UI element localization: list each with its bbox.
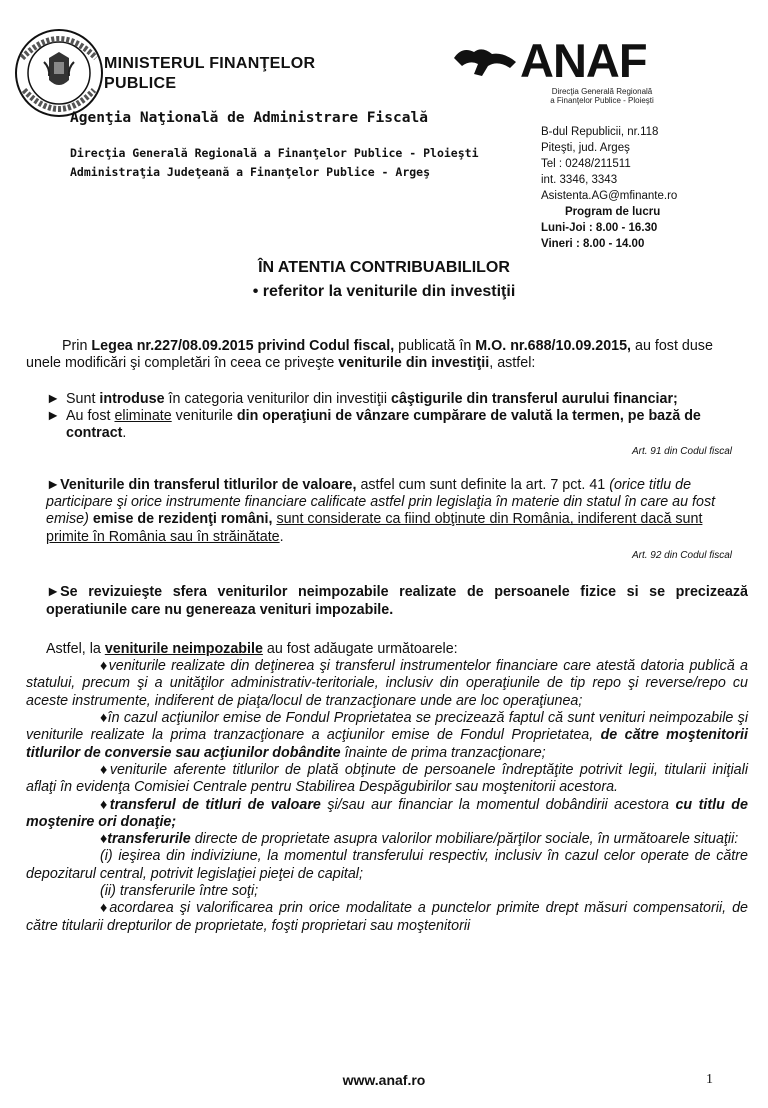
- page-number: 1: [706, 1072, 713, 1087]
- document-body: [26, 338, 748, 935]
- address-city: Piteşti, jud. Argeş: [541, 142, 630, 154]
- text: veniturile: [171, 407, 237, 424]
- gazette-reference: M.O. nr.688/10.09.2015,: [475, 338, 632, 354]
- text: au fost adăugate următoarele:: [262, 640, 458, 657]
- nontaxable-subitem: (ii) transferurile între soţi;: [100, 883, 259, 900]
- ministry-seal-icon: [14, 28, 104, 118]
- list-item: [26, 408, 748, 443]
- notice-title: [0, 256, 768, 304]
- anaf-subtitle: [527, 87, 677, 105]
- text: Prin: [62, 338, 92, 354]
- text: Sunt: [66, 390, 100, 407]
- arrow-bullet-icon: ►: [46, 407, 61, 424]
- directorate-line-1: Direcţia Generală Regională a Finanţelor Publice - Ploieşti: [70, 146, 479, 160]
- nontaxable-intro: [26, 641, 748, 658]
- article-reference-92: Art. 92 din Codul fiscal: [631, 549, 732, 561]
- notice-title-line-2: • referitor la veniturile din investiţii: [252, 283, 516, 300]
- changes-list: [26, 391, 748, 443]
- address-street: B-dul Republicii, nr.118: [541, 126, 659, 138]
- text-bold: introduse: [99, 390, 165, 407]
- text: .: [279, 528, 284, 545]
- text-bold: de către moştenitorii titlurilor de conversie sau acţiunilor dobândite: [26, 727, 748, 761]
- text-bold: cu titlu de moştenire ori donaţie;: [26, 796, 748, 830]
- address-block: [541, 124, 677, 252]
- intro-paragraph: [26, 338, 748, 373]
- text-bold: din operaţiuni de vânzare cumpărare de valută la termen, pe bază de contract: [66, 407, 701, 442]
- nontaxable-item: [26, 831, 748, 848]
- article-reference-91: Art. 91 din Codul fiscal: [631, 446, 732, 458]
- text: înainte de prima tranzacţionare;: [340, 744, 546, 761]
- directorate-block: [70, 144, 479, 182]
- anaf-sub-line-2: a Finanţelor Publice - Ploieşti: [550, 96, 654, 105]
- nontaxable-item: [26, 710, 748, 762]
- ministry-name: [104, 54, 315, 94]
- text-bold: veniturile din investiţii: [338, 355, 490, 372]
- ministry-line-1: MINISTERUL FINANŢELOR: [104, 55, 316, 72]
- nontaxable-item: ♦veniturile aferente titlurilor de plată obţinute de persoanele îndreptăţite potrivit legii, titularii iniţiali aflaţi în evidenţa Comisiei Centrale pentru Stabilirea Despăgubirilor sau moştenitorii acestora.: [26, 761, 748, 796]
- text: în categoria veniturilor din investiţii: [164, 390, 392, 407]
- nontaxable-subitem: (i) ieşirea din indiviziune, la momentul transferului respectiv, inclusiv în cazul celor operate de către depozitarul central, potrivit legislaţiei pieţei de capital;: [26, 848, 748, 882]
- text: directe de proprietate asupra valorilor mobiliare/părţilor sociale, în următoarele situaţii:: [190, 831, 739, 848]
- anaf-logo-text: ANAF: [520, 34, 647, 87]
- text: publicată în: [394, 338, 476, 354]
- text: astfel cum sunt definite la art. 7 pct. 41: [356, 476, 610, 493]
- text: Astfel, la: [46, 640, 105, 657]
- notice-title-line-1: ÎN ATENTIA CONTRIBUABILILOR: [258, 259, 510, 276]
- address-email[interactable]: Asistenta.AG@mfinante.ro: [541, 190, 678, 202]
- text-bold-underlined: veniturile neimpozabile: [104, 640, 263, 657]
- nontaxable-item: ♦veniturile realizate din deţinerea şi transferul instrumentelor financiare care atestă datoria publică a statului, precum şi a unităţilor administrativ-teritoriale, inclusiv din operaţiunile de tip repo şi reverse/repo cu aceste instrumente, indiferent de piaţa/locul de tranzacţionare unde are loc operaţiunea;: [26, 658, 748, 709]
- ministry-line-2: PUBLICE: [104, 75, 177, 92]
- program-label: Program de lucru: [565, 206, 661, 218]
- text: au fost duse unele modificări şi completări în ceea ce priveşte: [26, 338, 713, 372]
- text: şi/sau aur financiar la momentul dobândirii acestora: [320, 796, 676, 813]
- anaf-logo-icon: [452, 44, 518, 78]
- law-reference: Legea nr.227/08.09.2015 privind Codul fiscal,: [91, 338, 395, 354]
- agency-name: Agenţia Naţională de Administrare Fiscală: [70, 110, 428, 126]
- revision-paragraph: ►Se revizuieşte sfera veniturilor neimpozabile realizate de persoanele fizice si se precizează operatiunile care nu genereaza venituri impozabile.: [46, 584, 748, 618]
- text-bold: câştigurile din transferul aurului financiar;: [391, 390, 678, 407]
- footer-url[interactable]: www.anaf.ro: [342, 1072, 426, 1088]
- text: .: [122, 425, 127, 442]
- text: Au fost: [66, 407, 115, 424]
- text-italic: (orice titlu de participare şi orice instrumente financiare calificate astfel prin legislaţia în materie din statul în care au fost emise): [46, 476, 716, 528]
- securities-paragraph: [26, 477, 748, 546]
- text-bold: ♦transferurile: [100, 831, 191, 848]
- anaf-sub-line-1: Direcţia Generală Regională: [551, 87, 653, 96]
- list-item: [26, 391, 748, 408]
- nontaxable-item: ♦acordarea şi valorificarea prin orice modalitate a punctelor primite drept măsuri compensatorii, de către titularii drepturilor de proprietate, foşti proprietari sau moştenitorii: [26, 900, 748, 934]
- text-bold: emise de rezidenţi români,: [88, 511, 273, 528]
- program-hours-weekdays: Luni-Joi : 8.00 - 16.30: [541, 222, 658, 234]
- nontaxable-item: [26, 797, 748, 832]
- program-hours-friday: Vineri : 8.00 - 14.00: [541, 238, 645, 250]
- text: , astfel:: [489, 355, 536, 372]
- text-bold: ♦transferul de titluri de valoare: [100, 796, 321, 813]
- address-ext: int. 3346, 3343: [541, 174, 618, 186]
- text-underlined: sunt considerate ca fiind obţinute din România, indiferent dacă sunt primite în România sau în străinătate: [46, 511, 703, 545]
- arrow-bullet-icon: ►: [46, 390, 61, 407]
- text-bold: ►Veniturile din transferul titlurilor de valoare,: [46, 476, 357, 493]
- address-phone: Tel : 0248/211511: [541, 158, 631, 170]
- text-underlined: eliminate: [114, 407, 172, 424]
- directorate-line-2: Administraţia Judeţeană a Finanţelor Publice - Argeş: [70, 165, 431, 179]
- text: ♦în cazul acţiunilor emise de Fondul Proprietatea se precizează faptul că sunt venituri neimpozabile şi veniturile realizate la prima tranzacţionare a acţiunilor emise de Fondul Proprietatea,: [26, 710, 748, 744]
